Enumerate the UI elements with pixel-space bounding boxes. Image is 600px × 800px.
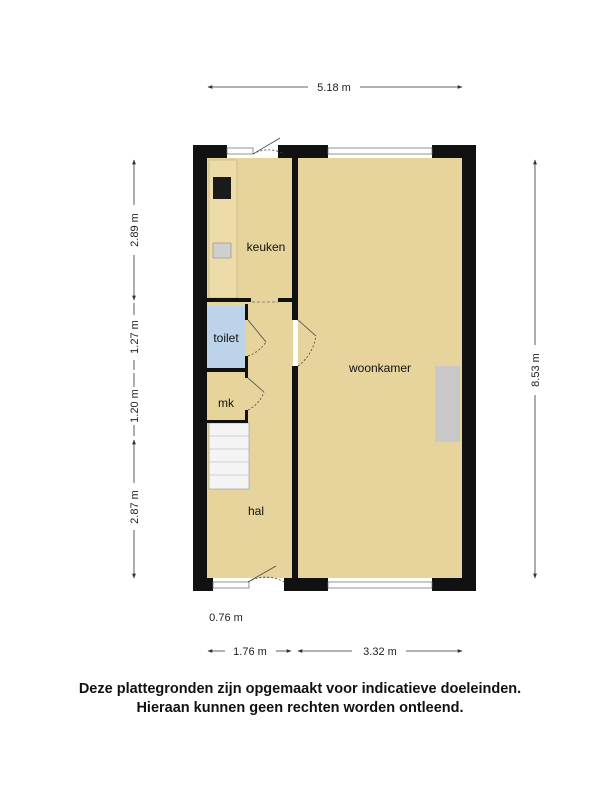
dim-top-width: 5.18 m (317, 82, 351, 94)
sink-icon (213, 243, 231, 258)
room-label-toilet: toilet (213, 331, 239, 345)
room-label-hall: hal (247, 504, 265, 518)
dim-left-toilet: 1.27 m (129, 320, 141, 354)
dim-bottom-left: 1.76 m (233, 646, 267, 658)
room-label-mk: mk (218, 396, 234, 410)
dim-left-kitchen: 2.89 m (129, 213, 141, 247)
disclaimer-line-1: Deze plattegronden zijn opgemaakt voor indicatieve doeleinden. (78, 681, 522, 697)
disclaimer-line-2: Hieraan kunnen geen rechten worden ontleend. (136, 700, 464, 716)
dim-bottom-right: 3.32 m (363, 646, 397, 658)
dim-left-mk: 1.20 m (129, 389, 141, 423)
chimney-fixture (435, 366, 460, 442)
dim-right-height: 8.53 m (530, 353, 542, 387)
stove-icon (213, 177, 231, 199)
stairs (209, 423, 249, 489)
dim-left-hal: 2.87 m (129, 490, 141, 524)
disclaimer (0, 680, 600, 718)
room-label-kitchen: keuken (246, 240, 286, 254)
room-label-living: woonkamer (348, 361, 412, 375)
dim-bottom-small: 0.76 m (209, 612, 243, 624)
